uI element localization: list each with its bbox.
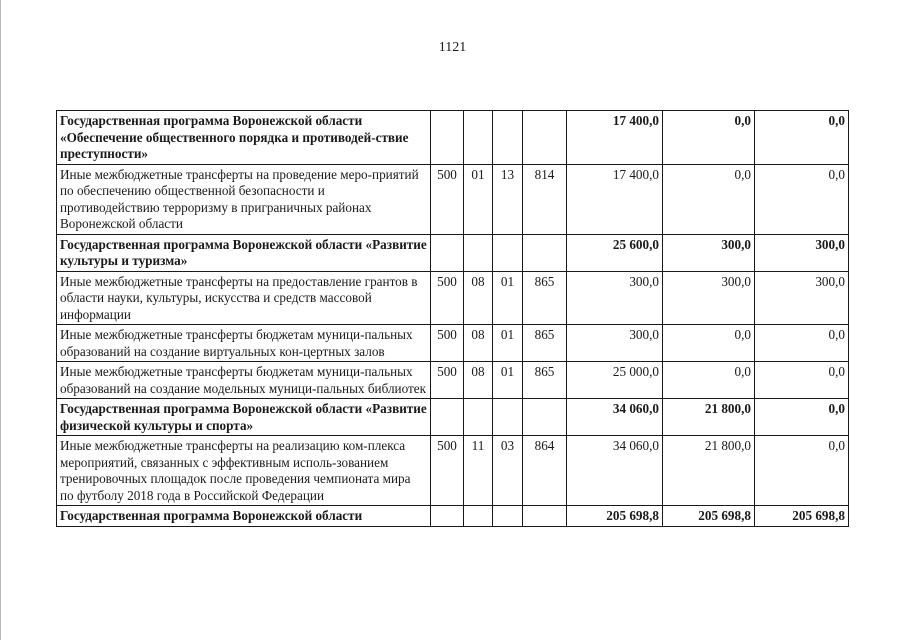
row-expense-type-cell: 865	[523, 362, 567, 399]
row-section-cell	[464, 399, 493, 436]
row-section-cell: 01	[464, 164, 493, 234]
page-number: 1121	[438, 40, 467, 55]
row-subsection-cell	[493, 111, 523, 165]
row-sum-year3-cell: 0,0	[755, 325, 849, 362]
row-sum-year1-cell: 300,0	[567, 325, 663, 362]
row-section-cell: 08	[464, 271, 493, 325]
row-name-cell: Иные межбюджетные трансферты бюджетам муници-пальных образований на создание виртуальных кон-цертных залов	[57, 325, 431, 362]
program-row	[57, 234, 849, 271]
row-expense-type-cell: 814	[523, 164, 567, 234]
row-sum-year1-cell: 25 000,0	[567, 362, 663, 399]
row-code-cell: 500	[431, 436, 464, 506]
row-sum-year2-cell: 205 698,8	[663, 506, 755, 527]
row-sum-year2-cell: 0,0	[663, 362, 755, 399]
row-name-cell: Иные межбюджетные трансферты на предоставление грантов в области науки, культуры, искусства и средств массовой информации	[57, 271, 431, 325]
row-sum-year3-cell: 0,0	[755, 399, 849, 436]
row-subsection-cell: 03	[493, 436, 523, 506]
budget-table	[56, 110, 849, 527]
row-name-cell: Иные межбюджетные трансферты бюджетам муници-пальных образований на создание модельных муници-пальных библиотек	[57, 362, 431, 399]
row-subsection-cell	[493, 399, 523, 436]
row-section-cell	[464, 234, 493, 271]
row-name-cell: Государственная программа Воронежской области «Развитие культуры и туризма»	[57, 234, 431, 271]
transfer-row	[57, 362, 849, 399]
budget-table-body	[57, 111, 849, 527]
row-sum-year3-cell: 0,0	[755, 164, 849, 234]
row-name-cell: Иные межбюджетные трансферты на реализацию ком-плекса мероприятий, связанных с эффективным исполь-зованием тренировочных площадок после проведения чемпионата мира по футболу 2018 года в Российской Федерации	[57, 436, 431, 506]
row-subsection-cell: 01	[493, 325, 523, 362]
row-section-cell: 08	[464, 325, 493, 362]
row-subsection-cell: 01	[493, 362, 523, 399]
row-name-cell: Государственная программа Воронежской области	[57, 506, 431, 527]
row-code-cell: 500	[431, 325, 464, 362]
row-sum-year1-cell: 17 400,0	[567, 111, 663, 165]
row-name-cell: Государственная программа Воронежской области «Обеспечение общественного порядка и противодей-ствие преступности»	[57, 111, 431, 165]
row-code-cell	[431, 506, 464, 527]
program-row	[57, 111, 849, 165]
row-sum-year2-cell: 0,0	[663, 164, 755, 234]
row-name-cell: Иные межбюджетные трансферты на проведение меро-приятий по обеспечению общественной безопасности и противодействию терроризму в приграничных районах Воронежской области	[57, 164, 431, 234]
row-sum-year2-cell: 300,0	[663, 271, 755, 325]
row-sum-year3-cell: 0,0	[755, 111, 849, 165]
row-expense-type-cell: 865	[523, 325, 567, 362]
row-sum-year1-cell: 300,0	[567, 271, 663, 325]
row-sum-year2-cell: 0,0	[663, 111, 755, 165]
row-code-cell	[431, 399, 464, 436]
row-sum-year1-cell: 25 600,0	[567, 234, 663, 271]
program-row	[57, 399, 849, 436]
row-sum-year1-cell: 34 060,0	[567, 399, 663, 436]
row-subsection-cell	[493, 234, 523, 271]
row-sum-year3-cell: 205 698,8	[755, 506, 849, 527]
transfer-row	[57, 436, 849, 506]
row-code-cell: 500	[431, 271, 464, 325]
transfer-row	[57, 325, 849, 362]
row-sum-year2-cell: 21 800,0	[663, 399, 755, 436]
row-section-cell: 08	[464, 362, 493, 399]
row-name-cell: Государственная программа Воронежской области «Развитие физической культуры и спорта»	[57, 399, 431, 436]
row-expense-type-cell	[523, 111, 567, 165]
row-subsection-cell: 13	[493, 164, 523, 234]
row-expense-type-cell	[523, 234, 567, 271]
row-sum-year1-cell: 17 400,0	[567, 164, 663, 234]
row-code-cell	[431, 234, 464, 271]
row-sum-year3-cell: 300,0	[755, 234, 849, 271]
row-sum-year3-cell: 0,0	[755, 436, 849, 506]
program-row	[57, 506, 849, 527]
row-code-cell	[431, 111, 464, 165]
row-section-cell: 11	[464, 436, 493, 506]
row-subsection-cell: 01	[493, 271, 523, 325]
row-sum-year1-cell: 205 698,8	[567, 506, 663, 527]
row-sum-year3-cell: 300,0	[755, 271, 849, 325]
row-expense-type-cell: 865	[523, 271, 567, 325]
row-expense-type-cell	[523, 399, 567, 436]
row-sum-year3-cell: 0,0	[755, 362, 849, 399]
row-code-cell: 500	[431, 164, 464, 234]
row-subsection-cell	[493, 506, 523, 527]
row-sum-year2-cell: 21 800,0	[663, 436, 755, 506]
row-section-cell	[464, 111, 493, 165]
row-expense-type-cell: 864	[523, 436, 567, 506]
row-sum-year2-cell: 0,0	[663, 325, 755, 362]
row-code-cell: 500	[431, 362, 464, 399]
row-expense-type-cell	[523, 506, 567, 527]
page-margin-line	[0, 0, 1, 640]
transfer-row	[57, 271, 849, 325]
row-sum-year2-cell: 300,0	[663, 234, 755, 271]
row-section-cell	[464, 506, 493, 527]
transfer-row	[57, 164, 849, 234]
row-sum-year1-cell: 34 060,0	[567, 436, 663, 506]
